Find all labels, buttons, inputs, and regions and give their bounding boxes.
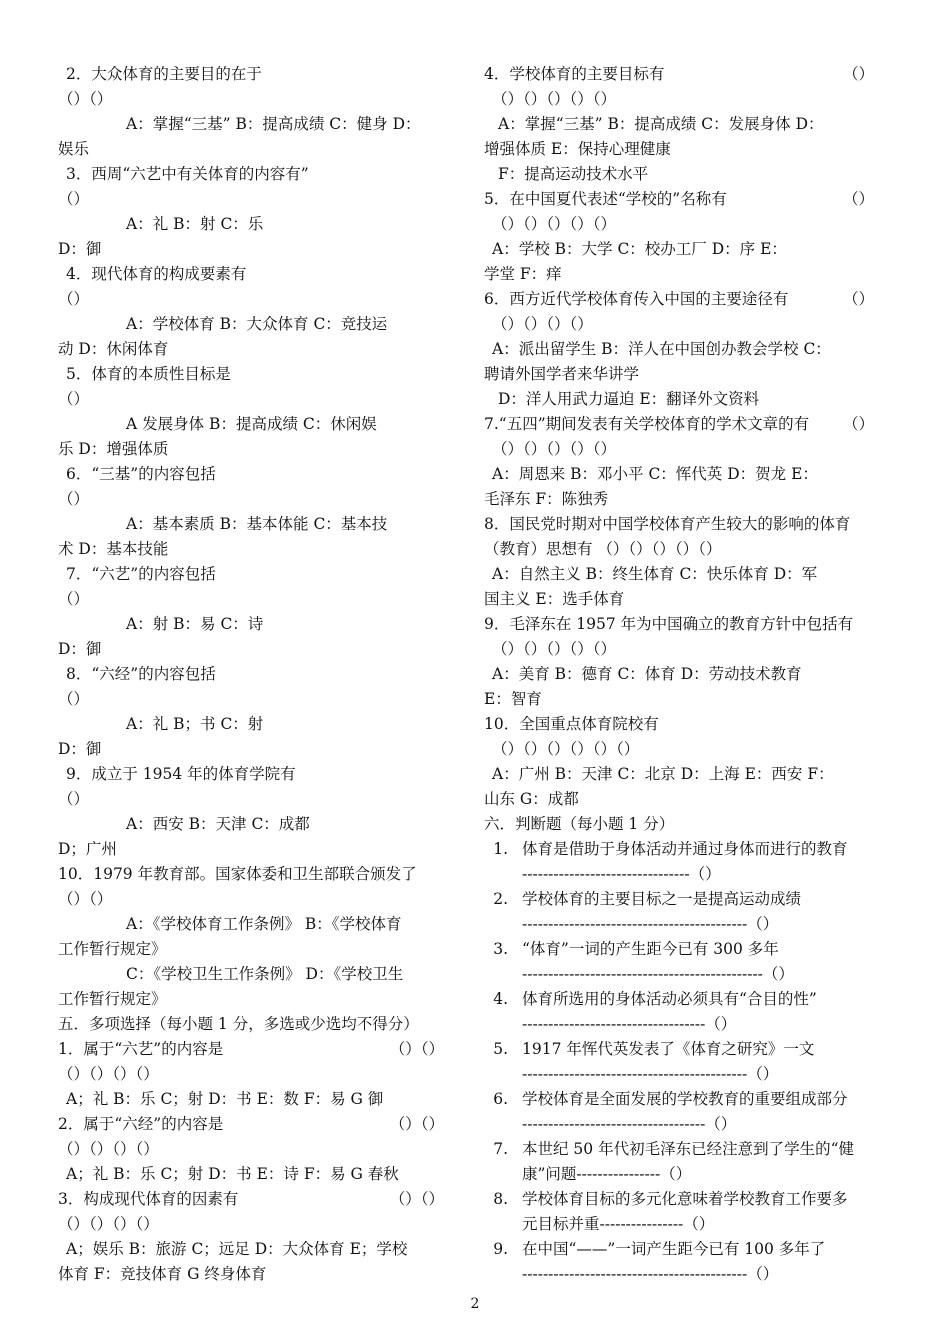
- text-line: 4．现代体育的构成要素有: [66, 265, 247, 283]
- text-line: 学堂 F：痒: [484, 265, 562, 283]
- item-line: 在中国“——”一词产生距今已有 100 多年了: [522, 1240, 826, 1258]
- item-number: 3.: [493, 940, 508, 958]
- text-line: 乐 D：增强体质: [58, 440, 169, 458]
- text-line: （）（）（）（）（）: [492, 440, 617, 458]
- item-line: 体育所选用的身体活动必须具有“合目的性”: [522, 990, 817, 1008]
- text-line: （教育）思想有 （）（）（）（）（）: [484, 540, 722, 558]
- text-line: 2．大众体育的主要目的在于: [66, 65, 262, 83]
- text-line: 五．多项选择（每小题 1 分，多选或少选均不得分）: [58, 1015, 419, 1033]
- text-line: （）: [58, 590, 90, 608]
- text-line: （）（）（）（）: [58, 1065, 159, 1083]
- item-body: [522, 1237, 880, 1287]
- item-line: -------------------------------------------（）: [522, 915, 779, 933]
- text-line: 聘请外国学者来华讲学: [484, 365, 640, 383]
- text-line: A：学校 B：大学 C：校办工厂 D：序 E：: [492, 240, 787, 258]
- item-body: [522, 937, 880, 987]
- judgment-item: [484, 1087, 880, 1137]
- text-line: （）: [58, 390, 90, 408]
- item-body: [522, 837, 880, 887]
- item-line: -----------------------------------（）: [522, 1015, 737, 1033]
- item-line: 学校体育是全面发展的学校教育的重要组成部分: [522, 1090, 848, 1108]
- text-line: A：学校体育 B：大众体育 C：竞技运: [126, 315, 388, 333]
- text-line: （）（）: [58, 90, 113, 108]
- answer-blank: （）（）: [389, 1115, 444, 1133]
- text-line: （）（）（）（）: [58, 1140, 159, 1158]
- judgment-item: [484, 1187, 880, 1237]
- text-line: A：周恩来 B：邓小平 C：恽代英 D：贺龙 E：: [492, 465, 818, 483]
- item-body: [522, 1137, 880, 1187]
- item-body: [522, 1087, 880, 1137]
- item-number: 1.: [493, 840, 508, 858]
- item-line: ----------------------------------------------（）: [522, 965, 794, 983]
- text-line: 增强体质 E：保持心理健康: [484, 140, 671, 158]
- item-line: 元目标并重----------------（）: [522, 1215, 715, 1233]
- left-column: [58, 62, 450, 1287]
- text-line: 工作暂行规定》: [58, 940, 167, 958]
- judgment-item: [484, 1037, 880, 1087]
- item-number: 5.: [493, 1040, 508, 1058]
- text-line: D：御: [58, 240, 102, 258]
- section-6-title: 六．判断题（每小题 1 分）: [484, 815, 675, 833]
- text-line: A：礼 B；书 C：射: [126, 715, 264, 733]
- answer-blank: （）: [842, 190, 874, 208]
- text-line: 9．毛泽东在 1957 年为中国确立的教育方针中包括有: [484, 615, 854, 633]
- question-text: 3．构成现代体育的因素有: [58, 1190, 239, 1208]
- text-line: [58, 1187, 450, 1212]
- question-text: 5．在中国夏代表述“学校的”名称有: [484, 190, 727, 208]
- text-line: [484, 412, 880, 437]
- text-line: （）（）: [58, 890, 113, 908]
- text-line: [484, 287, 880, 312]
- text-line: A；礼 B：乐 C；射 D：书 E：诗 F：易 G 春秋: [66, 1165, 399, 1183]
- text-line: A：掌握“三基” B：提高成绩 C：发展身体 D：: [498, 115, 824, 133]
- text-line: A 发展身体 B：提高成绩 C：休闲娱: [126, 415, 377, 433]
- text-line: 8．国民党时期对中国学校体育产生较大的影响的体育: [484, 515, 851, 533]
- text-line: （）: [58, 490, 90, 508]
- text-line: （）: [58, 190, 90, 208]
- item-line: -----------------------------------（）: [522, 1115, 737, 1133]
- judgment-item: [484, 1237, 880, 1287]
- text-line: E：智育: [484, 690, 542, 708]
- text-line: C：《学校卫生工作条例》 D：《学校卫生: [126, 965, 404, 983]
- text-line: 体育 F：竞技体育 G 终身体育: [58, 1265, 267, 1283]
- item-number: 7.: [493, 1140, 508, 1158]
- text-line: A：美育 B：德育 C：体育 D：劳动技术教育: [492, 665, 802, 683]
- item-body: [522, 887, 880, 937]
- text-line: （）: [58, 790, 90, 808]
- item-line: 学校体育的主要目标之一是提高运动成绩: [522, 890, 802, 908]
- text-line: F：提高运动技术水平: [498, 165, 649, 183]
- text-line: [484, 187, 880, 212]
- item-line: 本世纪 50 年代初毛泽东已经注意到了学生的“健: [522, 1140, 855, 1158]
- text-line: 10．全国重点体育院校有: [484, 715, 659, 733]
- text-line: （）（）（）（）（）: [492, 90, 617, 108]
- text-line: 毛泽东 F：陈独秀: [484, 490, 609, 508]
- text-line: A：礼 B：射 C：乐: [126, 215, 264, 233]
- text-line: 娱乐: [58, 140, 90, 158]
- right-column: [484, 62, 880, 1287]
- text-line: 5．体育的本质性目标是: [66, 365, 231, 383]
- text-line: D；广州: [58, 840, 117, 858]
- text-line: （）（）（）（）（）: [492, 215, 617, 233]
- answer-blank: （）（）: [389, 1190, 444, 1208]
- text-line: A：射 B：易 C：诗: [126, 615, 264, 633]
- text-line: 8．“六经”的内容包括: [66, 665, 216, 683]
- answer-blank: （）（）: [389, 1040, 444, 1058]
- text-line: A：广州 B：天津 C：北京 D：上海 E：西安 F：: [492, 765, 834, 783]
- text-line: A：基本素质 B：基本体能 C：基本技: [126, 515, 388, 533]
- item-line: 1917 年恽代英发表了《体育之研究》一文: [522, 1040, 815, 1058]
- text-line: 3．西周“六艺中有关体育的内容有”: [66, 165, 309, 183]
- text-line: A；礼 B：乐 C；射 D：书 E：数 F：易 G 御: [66, 1090, 384, 1108]
- text-line: D：洋人用武力逼迫 E：翻译外文资料: [498, 390, 760, 408]
- answer-blank: （）: [842, 65, 874, 83]
- text-line: 9．成立于 1954 年的体育学院有: [66, 765, 296, 783]
- item-line: -------------------------------------------（）: [522, 1065, 779, 1083]
- judgment-item: [484, 837, 880, 887]
- item-number: 4.: [493, 990, 508, 1008]
- item-number: 9.: [493, 1240, 508, 1258]
- text-line: 10．1979 年教育部。国家体委和卫生部联合颁发了: [58, 865, 417, 883]
- text-line: 7．“六艺”的内容包括: [66, 565, 216, 583]
- text-line: （）（）（）（）: [492, 315, 593, 333]
- question-text: 4．学校体育的主要目标有: [484, 65, 665, 83]
- text-line: [58, 1112, 450, 1137]
- text-line: 动 D：休闲体育: [58, 340, 169, 358]
- item-body: [522, 1187, 880, 1237]
- judgment-item: [484, 1137, 880, 1187]
- answer-blank: （）: [842, 415, 874, 433]
- item-body: [522, 987, 880, 1037]
- text-line: （）（）（）（）（）: [492, 640, 617, 658]
- text-line: A：派出留学生 B：洋人在中国创办教会学校 C：: [492, 340, 831, 358]
- answer-blank: （）: [842, 290, 874, 308]
- item-number: 8.: [493, 1190, 508, 1208]
- text-line: A：《学校体育工作条例》 B：《学校体育: [126, 915, 402, 933]
- item-body: [522, 1037, 880, 1087]
- item-line: 康”问题----------------（）: [522, 1165, 692, 1183]
- item-line: --------------------------------（）: [522, 865, 721, 883]
- text-line: A：掌握“三基” B：提高成绩 C：健身 D：: [126, 115, 421, 133]
- section-6-items: [484, 837, 880, 1287]
- text-line: （）: [58, 290, 90, 308]
- item-line: “体育”一词的产生距今已有 300 多年: [522, 940, 779, 958]
- question-text: 2．属于“六经”的内容是: [58, 1115, 224, 1133]
- question-text: 6．西方近代学校体育传入中国的主要途径有: [484, 290, 789, 308]
- right-column-questions: [484, 62, 880, 812]
- question-text: 7.“五四”期间发表有关学校体育的学术文章的有: [484, 415, 810, 433]
- question-text: 1．属于“六艺”的内容是: [58, 1040, 224, 1058]
- judgment-item: [484, 937, 880, 987]
- item-line: 体育是借助于身体活动并通过身体而进行的教育: [522, 840, 848, 858]
- text-line: 6．“三基”的内容包括: [66, 465, 216, 483]
- text-line: D：御: [58, 640, 102, 658]
- text-line: （）: [58, 690, 90, 708]
- text-line: 术 D：基本技能: [58, 540, 169, 558]
- text-line: A：西安 B：天津 C：成都: [126, 815, 310, 833]
- text-line: A：自然主义 B：终生体育 C：快乐体育 D：军: [492, 565, 818, 583]
- text-line: （）（）（）（）（）（）: [492, 740, 640, 758]
- text-line: [58, 1037, 450, 1062]
- text-line: 山东 G：成都: [484, 790, 579, 808]
- text-line: 国主义 E：选手体育: [484, 590, 625, 608]
- judgment-item: [484, 987, 880, 1037]
- page-number: 2: [470, 1296, 480, 1312]
- item-number: 2.: [493, 890, 508, 908]
- text-line: （）（）（）（）: [58, 1215, 159, 1233]
- item-number: 6.: [493, 1090, 508, 1108]
- text-line: 工作暂行规定》: [58, 990, 167, 1008]
- item-line: -------------------------------------------（）: [522, 1265, 779, 1283]
- judgment-item: [484, 887, 880, 937]
- item-line: 学校体育目标的多元化意味着学校教育工作要多: [522, 1190, 848, 1208]
- text-line: A；娱乐 B：旅游 C；远足 D：大众体育 E；学校: [66, 1240, 408, 1258]
- text-line: D：御: [58, 740, 102, 758]
- text-line: [484, 62, 880, 87]
